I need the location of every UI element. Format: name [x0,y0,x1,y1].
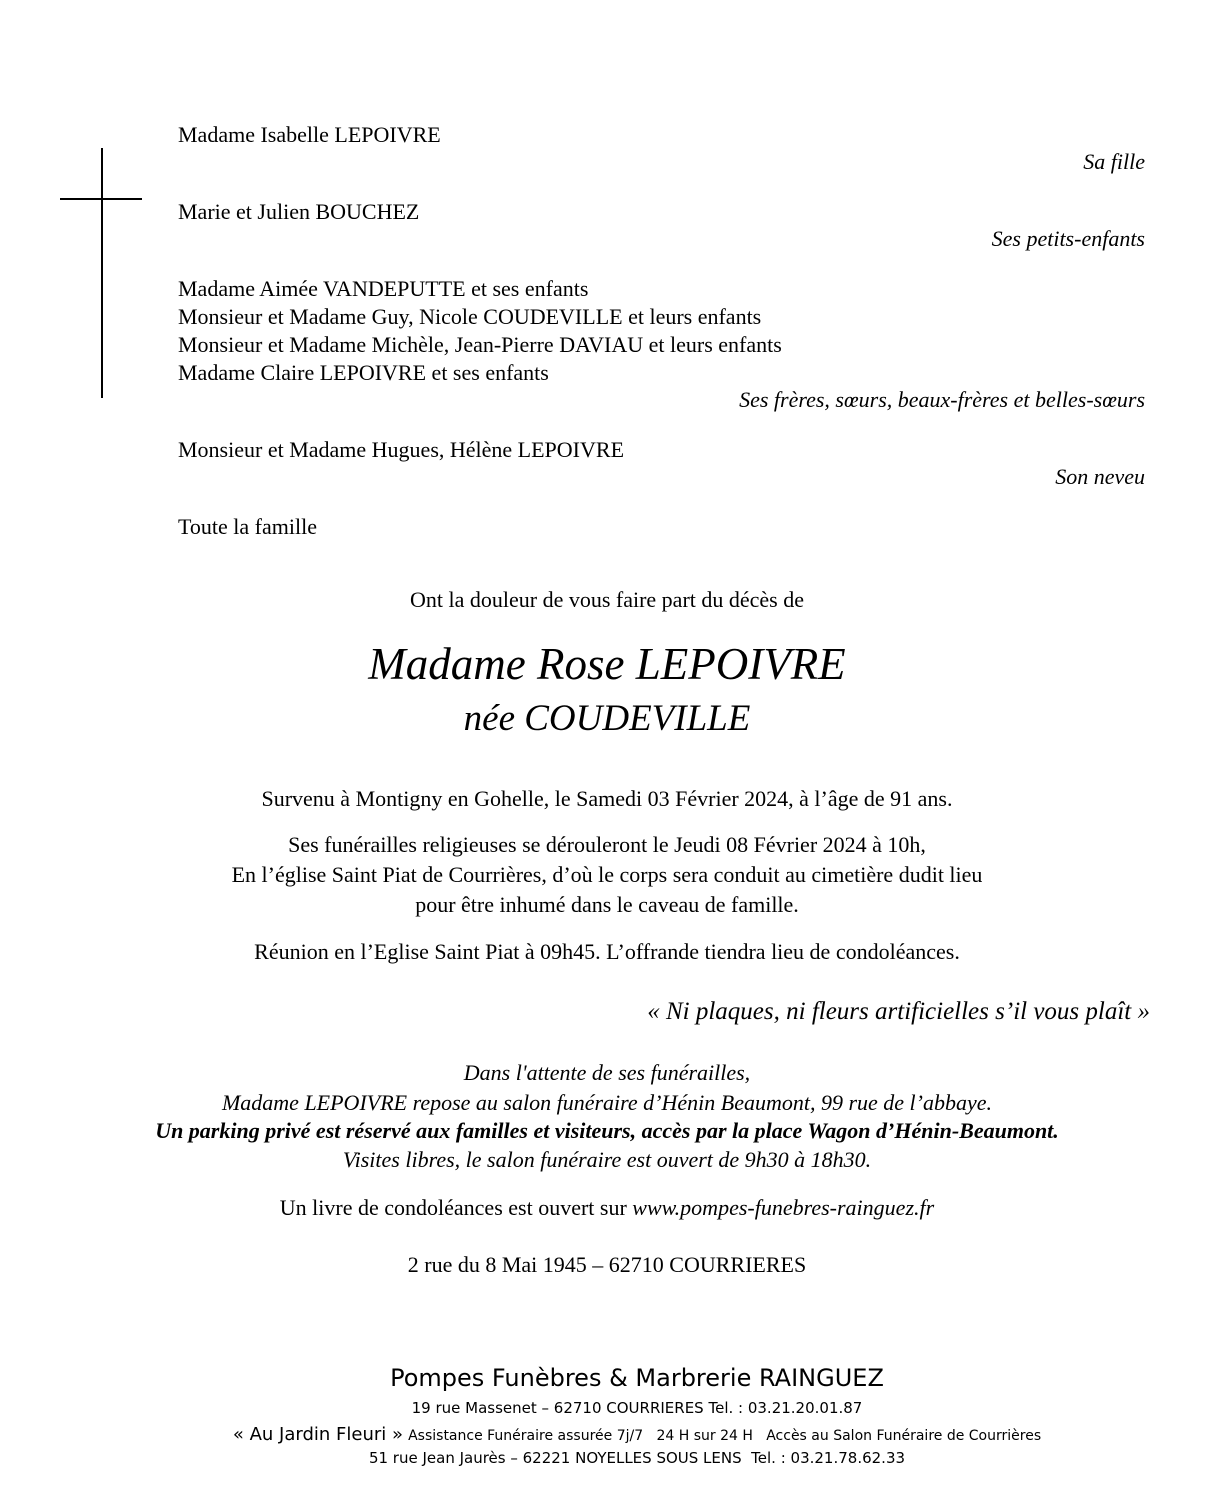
deceased-name: Madame Rose LEPOIVRE [368,639,846,689]
funeral-line: En l’église Saint Piat de Courrières, d’où le corps sera conduit au cimetière dudit lieu [231,862,983,887]
cross-icon-horizontal [60,198,142,200]
family-sibling-name: Monsieur et Madame Guy, Nicole COUDEVILLE et leurs enfants [178,304,762,329]
condolences-prefix: Un livre de condoléances est ouvert sur [279,1195,627,1220]
footer-address-2: 51 rue Jean Jaurès – 62221 NOYELLES SOUS LENS Tel. : 03.21.78.62.33 [368,1449,906,1467]
condolences-link[interactable]: www.pompes-funebres-rainguez.fr [632,1195,935,1220]
family-grandchildren-name: Marie et Julien BOUCHEZ [178,199,420,224]
family-daughter-role: Sa fille [1083,149,1145,174]
family-nephew-role: Son neveu [1055,464,1145,489]
family-all: Toute la famille [178,514,317,539]
family-sibling-name: Monsieur et Madame Michèle, Jean-Pierre DAVIAU et leurs enfants [178,332,782,357]
announcement-text: Ont la douleur de vous faire part du décès de [409,587,805,612]
family-sibling-name: Madame Claire LEPOIVRE et ses enfants [178,360,549,385]
visits-info: Visites libres, le salon funéraire est ouvert de 9h30 à 18h30. [342,1147,872,1172]
funeral-line: Ses funérailles religieuses se dérouleront le Jeudi 08 Février 2024 à 10h, [288,832,926,857]
footer-address-1: 19 rue Massenet – 62710 COURRIERES Tel. : 03.21.20.01.87 [411,1399,863,1417]
death-details: Survenu à Montigny en Gohelle, le Samedi 03 Février 2024, à l’âge de 91 ans. [261,786,953,811]
family-grandchildren-role: Ses petits-enfants [991,226,1145,251]
funeral-line: pour être inhumé dans le caveau de famille. [415,892,799,917]
deceased-maiden-name: née COUDEVILLE [463,698,751,739]
footer-jardin-name: « Au Jardin Fleuri » [232,1424,403,1445]
parking-notice: Un parking privé est réservé aux familles et visiteurs, accès par la place Wagon d’Hénin-Beaumont. [155,1118,1059,1143]
no-flowers-notice: « Ni plaques, ni fleurs artificielles s’il vous plaît » [647,998,1150,1025]
footer-jardin-line [30,1424,1214,1445]
family-nephew-name: Monsieur et Madame Hugues, Hélène LEPOIVRE [178,437,625,462]
family-daughter-name: Madame Isabelle LEPOIVRE [178,122,441,147]
rest-line: Madame LEPOIVRE repose au salon funéraire d’Hénin Beaumont, 99 rue de l’abbaye. [221,1090,993,1115]
family-sibling-name: Madame Aimée VANDEPUTTE et ses enfants [178,276,589,301]
condolences-line [0,1195,1214,1221]
family-siblings-role: Ses frères, sœurs, beaux-frères et belles-sœurs [739,387,1145,412]
footer-jardin-services: Assistance Funéraire assurée 7j/7 24 H sur 24 H Accès au Salon Funéraire de Courrières [408,1428,1042,1444]
funeral-home-address: 2 rue du 8 Mai 1945 – 62710 COURRIERES [407,1252,807,1277]
cross-icon-vertical [101,148,103,398]
rest-line: Dans l'attente de ses funérailles, [463,1060,751,1085]
footer-company-name: Pompes Funèbres & Marbrerie RAINGUEZ [390,1364,884,1392]
meeting-details: Réunion en l’Eglise Saint Piat à 09h45. L’offrande tiendra lieu de condoléances. [254,939,960,964]
